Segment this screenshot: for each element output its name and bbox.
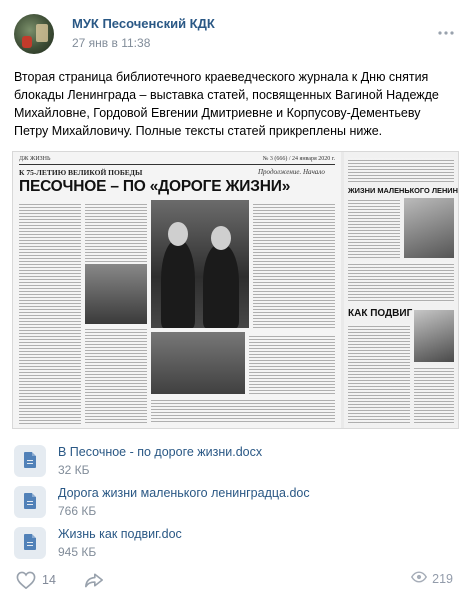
newspaper-byline: Продолжение. Начало — [258, 168, 325, 176]
views-icon — [411, 571, 427, 586]
post-image[interactable] — [12, 151, 459, 429]
like-count: 14 — [42, 573, 56, 587]
newspaper-photo — [151, 200, 249, 328]
newspaper-page-2 — [344, 152, 458, 428]
side-title-2: КАК ПОДВИГ — [348, 308, 413, 319]
side-title-1: ЖИЗНИ МАЛЕНЬКОГО ЛЕНИН — [348, 186, 458, 195]
views-count: 219 — [432, 571, 453, 586]
attachment-name[interactable]: Дорога жизни маленького ленинградца.doc — [58, 486, 310, 500]
attachment-name[interactable]: Жизнь как подвиг.doc — [58, 527, 182, 541]
newspaper-headline: ПЕСОЧНОЕ – ПО «ДОРОГЕ ЖИЗНИ» — [19, 178, 291, 195]
views-counter — [411, 571, 453, 586]
attachments-list — [14, 443, 454, 566]
post-date[interactable]: 27 янв в 11:38 — [72, 36, 151, 50]
like-icon — [16, 571, 36, 589]
attachment-item[interactable] — [14, 443, 454, 481]
newspaper-group-photo — [151, 332, 245, 394]
attachment-item[interactable] — [14, 484, 454, 522]
newspaper-header: ДЖ ЖИЗНЬ № 3 (666) / 24 января 2020 г. — [19, 156, 335, 165]
doc-icon — [14, 527, 46, 559]
like-button[interactable] — [16, 571, 56, 589]
attachment-name[interactable]: В Песочное - по дороге жизни.docx — [58, 445, 263, 459]
attachment-item[interactable] — [14, 525, 454, 563]
attachment-size: 945 КБ — [58, 545, 97, 559]
newspaper-kicker: К 75-ЛЕТИЮ ВЕЛИКОЙ ПОБЕДЫ — [19, 168, 143, 177]
newspaper-page — [13, 152, 341, 428]
attachment-size: 32 КБ — [58, 463, 90, 477]
doc-icon — [14, 445, 46, 477]
avatar[interactable] — [14, 14, 54, 54]
author-name[interactable]: МУК Песоченский КДК — [72, 16, 215, 31]
more-icon[interactable] — [438, 22, 454, 40]
share-icon — [84, 571, 104, 589]
post-actions — [0, 560, 469, 600]
post-text: Вторая страница библиотечного краеведческого журнала к Дню снятия блокады Ленинграда – выставка статей, посвященных Вагиной Надежде Михайловне, Гордовой Евгении Дмитриевне и Корпусову-Дементьеву Петру Михайловичу. Полные тексты статей прикреплены ниже. — [14, 70, 439, 138]
share-button[interactable] — [84, 571, 104, 589]
attachment-size: 766 КБ — [58, 504, 97, 518]
doc-icon — [14, 486, 46, 518]
post-header — [14, 12, 454, 52]
